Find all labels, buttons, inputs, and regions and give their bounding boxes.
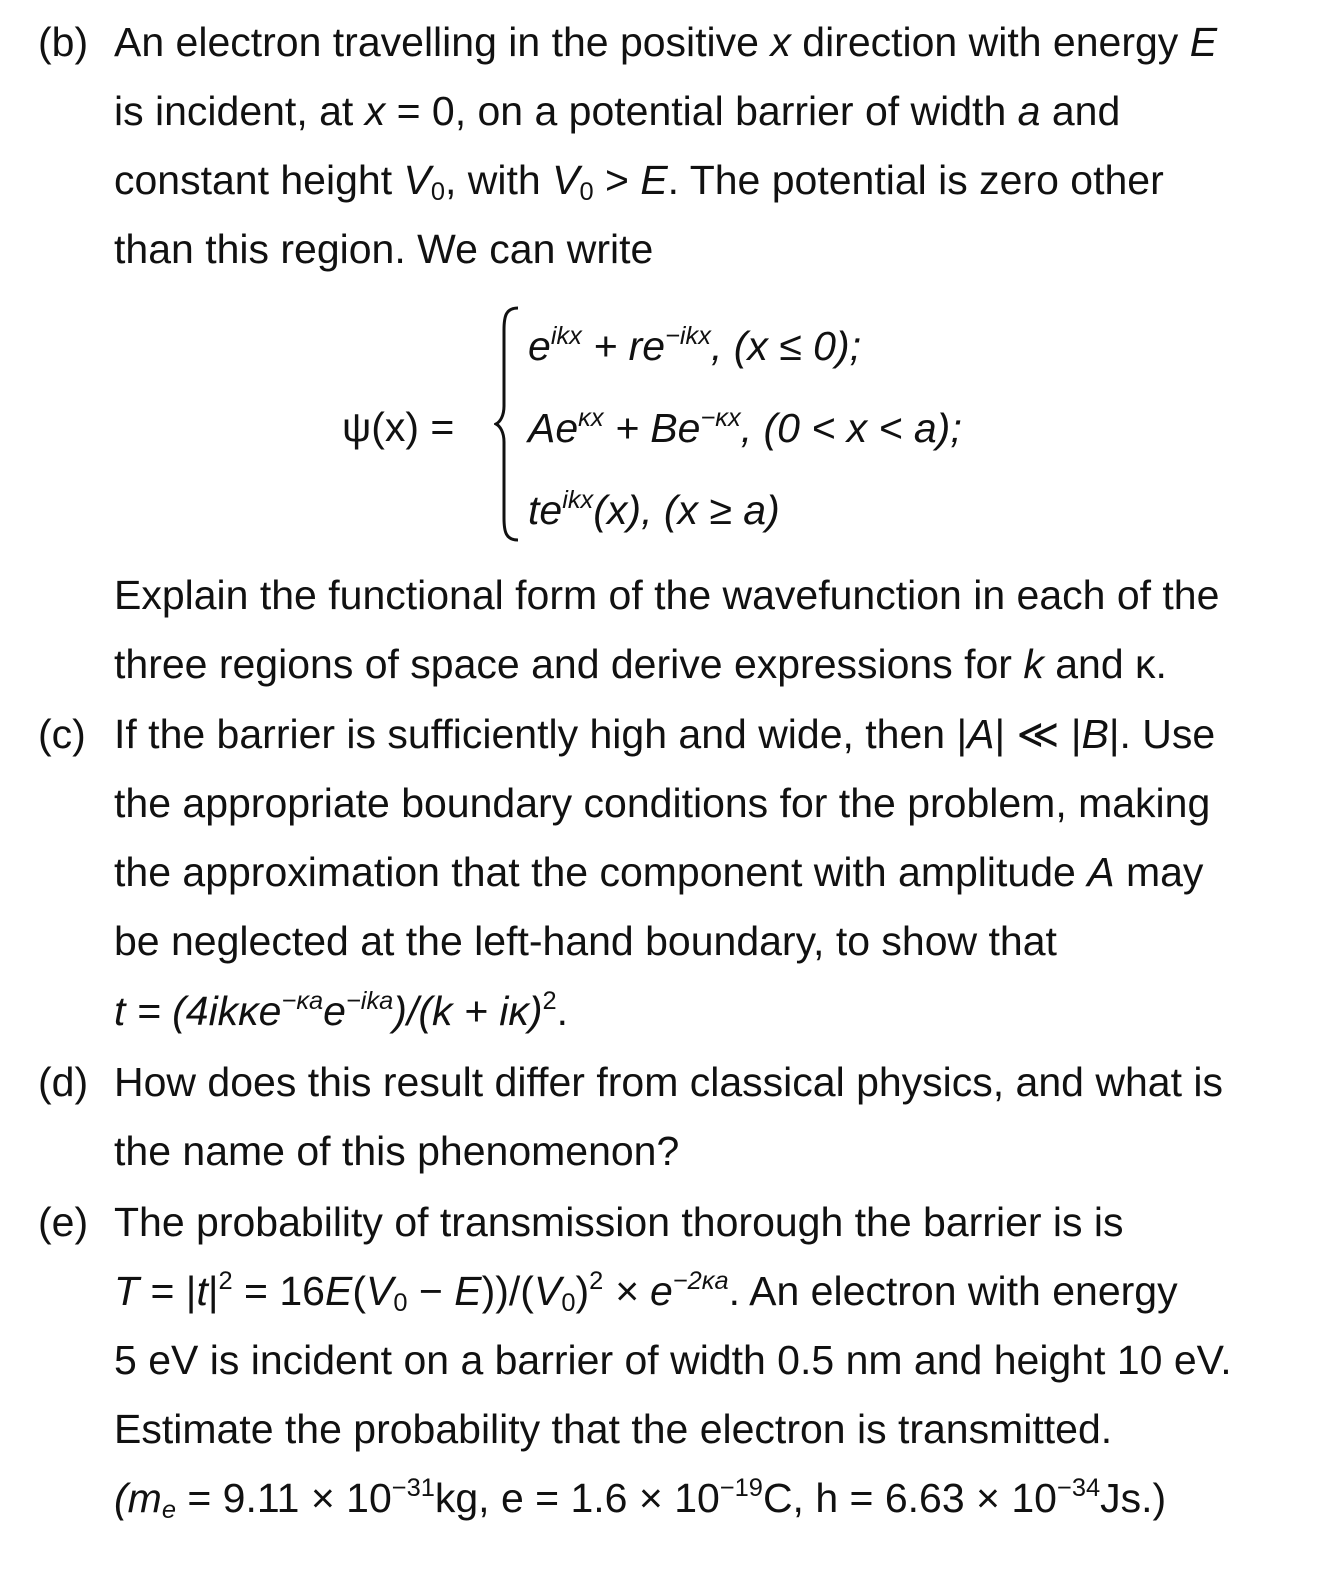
var-V: V bbox=[552, 157, 580, 203]
text: , with bbox=[444, 157, 553, 203]
var-V: V bbox=[403, 157, 431, 203]
var-k: k bbox=[1023, 641, 1044, 687]
text: . bbox=[556, 988, 569, 1034]
text: . The potential is zero other bbox=[667, 157, 1164, 203]
sub: 0 bbox=[579, 177, 594, 206]
sup: 2 bbox=[218, 1267, 233, 1296]
text: ) bbox=[575, 1268, 590, 1314]
sup: ikx bbox=[550, 322, 582, 351]
text: = 0, on a potential barrier of width bbox=[385, 88, 1018, 134]
part-e-line-2 bbox=[114, 1267, 1178, 1317]
eq: t = (4ikκe bbox=[114, 988, 282, 1034]
text: − bbox=[407, 1268, 455, 1314]
part-b-line-4: than this region. We can write bbox=[114, 226, 654, 272]
text: Js.) bbox=[1100, 1475, 1167, 1521]
text: kg, e = 1.6 × 10 bbox=[434, 1475, 720, 1521]
text: constant height bbox=[114, 157, 404, 203]
left-brace-icon bbox=[494, 306, 522, 542]
text: An electron travelling in the positive bbox=[114, 19, 771, 65]
part-d-line-2: the name of this phenomenon? bbox=[114, 1128, 680, 1174]
sup: κx bbox=[578, 404, 604, 433]
var-t: t bbox=[196, 1268, 208, 1314]
case-2 bbox=[528, 404, 962, 451]
eq: e bbox=[323, 988, 346, 1034]
part-d-line-1: How does this result differ from classical physics, and what is bbox=[114, 1059, 1223, 1105]
sup: −ika bbox=[345, 987, 394, 1016]
text: > bbox=[593, 157, 641, 203]
var-T: T bbox=[114, 1268, 140, 1314]
sup: 2 bbox=[542, 987, 557, 1016]
var-A: A bbox=[1087, 849, 1115, 895]
var: te bbox=[528, 487, 563, 533]
sup: −ikx bbox=[665, 322, 711, 351]
sup: −19 bbox=[719, 1474, 763, 1503]
text: = 9.11 × 10 bbox=[175, 1475, 392, 1521]
var: + Be bbox=[603, 405, 701, 451]
part-c-line-3 bbox=[114, 849, 1204, 895]
text: ))/( bbox=[481, 1268, 534, 1314]
part-e-line-1: The probability of transmission thorough the barrier is is bbox=[114, 1199, 1124, 1245]
var-E: E bbox=[454, 1268, 482, 1314]
part-b-line-6 bbox=[114, 641, 1167, 687]
part-b-line-3 bbox=[114, 157, 1164, 206]
part-e-label: (e) bbox=[38, 1199, 89, 1245]
text: | ≪ | bbox=[994, 711, 1082, 757]
part-c-line-4: be neglected at the left-hand boundary, to show that bbox=[114, 918, 1057, 964]
eq: × e bbox=[603, 1268, 673, 1314]
part-c-line-2: the appropriate boundary conditions for the problem, making bbox=[114, 780, 1211, 826]
part-b-line-1 bbox=[114, 19, 1218, 65]
part-e-line-4: Estimate the probability that the electron is transmitted. bbox=[114, 1406, 1113, 1452]
var-a: a bbox=[1017, 88, 1041, 134]
case-3 bbox=[528, 486, 780, 533]
part-c-label: (c) bbox=[38, 711, 86, 757]
sub: 0 bbox=[561, 1288, 576, 1317]
sup: −κa bbox=[281, 987, 324, 1016]
var-x: x bbox=[770, 19, 791, 65]
var-A: A bbox=[967, 711, 995, 757]
sup: 2 bbox=[589, 1267, 604, 1296]
var: , (x ≤ 0); bbox=[710, 323, 862, 369]
part-b-line-5: Explain the functional form of the wavefunction in each of the bbox=[114, 572, 1220, 618]
case-1 bbox=[528, 322, 862, 369]
text: ( bbox=[352, 1268, 366, 1314]
var: Ae bbox=[528, 405, 579, 451]
eq: )/(k + iκ) bbox=[393, 988, 543, 1034]
var-E: E bbox=[1189, 19, 1218, 65]
var-E: E bbox=[324, 1268, 353, 1314]
text: | bbox=[207, 1268, 219, 1314]
sub: 0 bbox=[430, 177, 445, 206]
text: . An electron with energy bbox=[728, 1268, 1178, 1314]
var: , (0 < x < a); bbox=[740, 405, 962, 451]
text: and bbox=[1040, 88, 1121, 134]
text: = 16 bbox=[232, 1268, 325, 1314]
text: direction with energy bbox=[790, 19, 1190, 65]
sub: e bbox=[161, 1495, 176, 1524]
var-B: B bbox=[1081, 711, 1109, 757]
sup: ikx bbox=[562, 486, 594, 515]
var: + re bbox=[581, 323, 666, 369]
sup: −34 bbox=[1056, 1474, 1101, 1503]
part-d-label: (d) bbox=[38, 1059, 89, 1105]
text: is incident, at bbox=[114, 88, 365, 134]
var-V: V bbox=[533, 1268, 562, 1314]
var-V: V bbox=[366, 1268, 394, 1314]
text: If the barrier is sufficiently high and wide, then | bbox=[114, 711, 968, 757]
text: three regions of space and derive expressions for bbox=[114, 641, 1024, 687]
text: and κ. bbox=[1043, 641, 1167, 687]
sup: −31 bbox=[391, 1474, 435, 1503]
part-e-constants bbox=[114, 1474, 1167, 1524]
sub: 0 bbox=[393, 1288, 408, 1317]
var: (x), (x ≥ a) bbox=[593, 487, 780, 533]
var-E: E bbox=[640, 157, 668, 203]
sup: −2κa bbox=[672, 1267, 729, 1296]
text: the approximation that the component with amplitude bbox=[114, 849, 1088, 895]
part-e-line-3: 5 eV is incident on a barrier of width 0.5 nm and height 10 eV. bbox=[114, 1337, 1232, 1383]
text: may bbox=[1114, 849, 1204, 895]
text: = | bbox=[139, 1268, 197, 1314]
sup: −κx bbox=[700, 404, 741, 433]
text: |. Use bbox=[1108, 711, 1216, 757]
part-b-line-2 bbox=[114, 88, 1121, 134]
text: C, h = 6.63 × 10 bbox=[762, 1475, 1057, 1521]
var-x: x bbox=[364, 88, 386, 134]
eq: (m bbox=[114, 1475, 162, 1521]
part-c-line-1 bbox=[114, 711, 1216, 757]
part-c-equation bbox=[114, 987, 569, 1034]
var: e bbox=[528, 323, 551, 369]
part-b-label: (b) bbox=[38, 19, 89, 65]
psi-lhs: ψ(x) = bbox=[342, 404, 455, 450]
